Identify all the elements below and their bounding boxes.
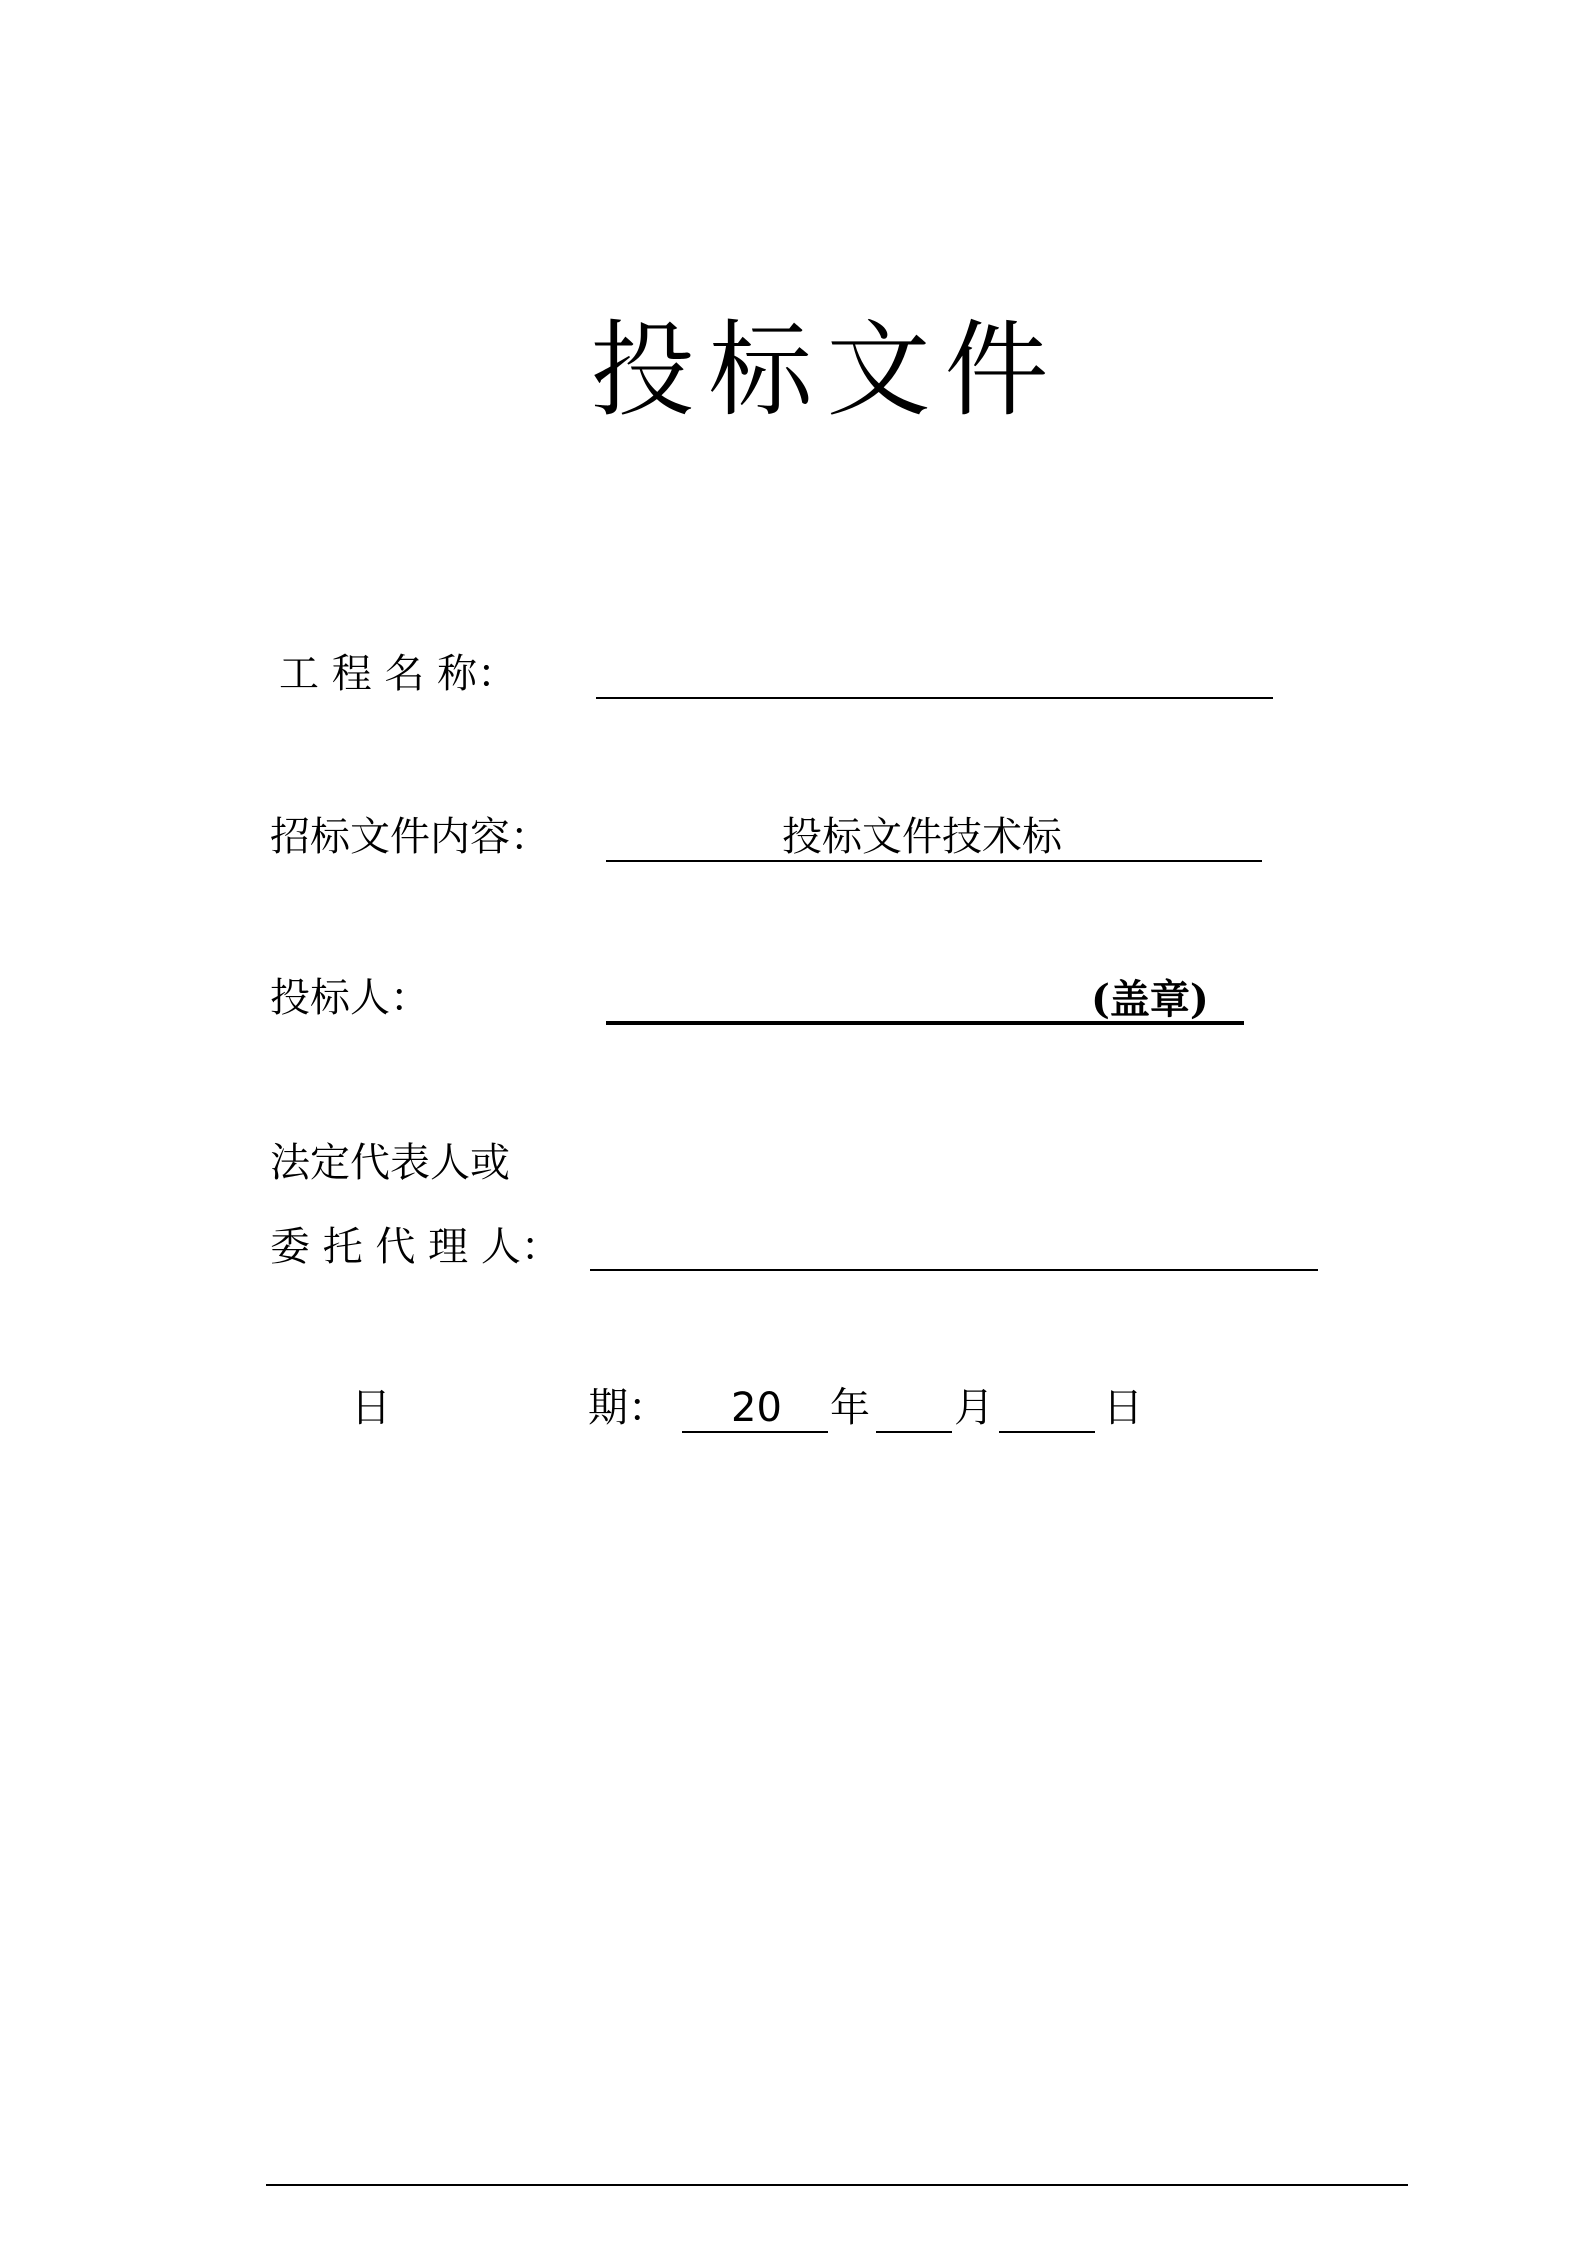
legal-rep-label-line1: 法定代表人或: [270, 1140, 510, 1186]
date-label-period-char: 期：: [588, 1385, 668, 1431]
date-month-field[interactable]: [876, 1431, 952, 1433]
date-day-unit: 日: [1103, 1385, 1143, 1431]
date-year-prefix: 20: [731, 1385, 782, 1431]
legal-rep-label-line2: 委 托 代 理 人：: [270, 1224, 561, 1270]
legal-rep-field[interactable]: [590, 1269, 1318, 1271]
date-month-unit: 月: [954, 1385, 994, 1431]
date-label-day-char: 日: [351, 1385, 391, 1431]
document-title: 投标文件: [590, 309, 1063, 431]
bidder-label: 投标人：: [270, 975, 430, 1021]
project-name-label: 工 程 名 称：: [279, 651, 518, 697]
project-name-field[interactable]: [596, 697, 1273, 699]
tender-content-label: 招标文件内容：: [270, 814, 550, 860]
tender-content-field[interactable]: [606, 860, 1262, 862]
footer-rule: [266, 2184, 1408, 2186]
seal-note: (盖章): [1091, 976, 1209, 1023]
date-year-field[interactable]: [682, 1431, 828, 1433]
date-day-field[interactable]: [999, 1431, 1095, 1433]
tender-content-value: 投标文件技术标: [782, 814, 1062, 860]
date-year-unit: 年: [830, 1385, 870, 1431]
